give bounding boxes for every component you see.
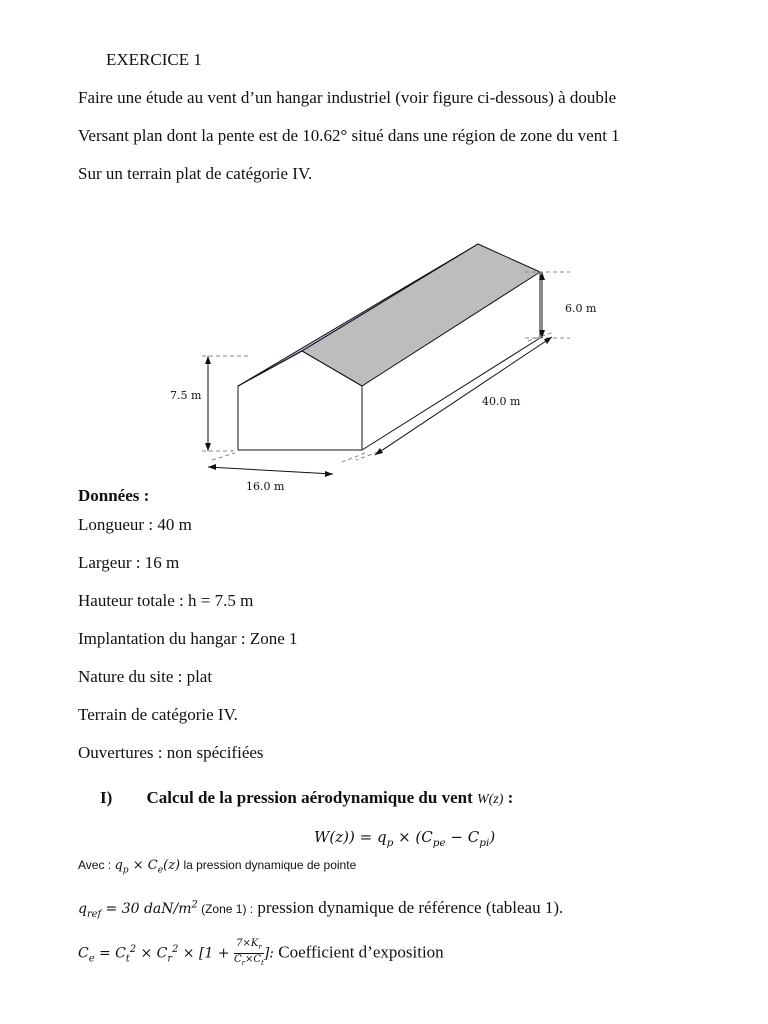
formula-sub: r <box>258 943 262 951</box>
formula-sub: pi <box>479 837 490 849</box>
formula-part: W(z)) = q <box>314 828 387 846</box>
formula-sub: p <box>122 865 129 876</box>
formula-part: ×C <box>244 954 261 965</box>
formula-part: − C <box>445 828 480 846</box>
formula-sub: pe <box>432 837 446 849</box>
formula-sub: p <box>386 837 394 849</box>
formula-part: C <box>233 954 242 965</box>
qref-line <box>78 898 563 920</box>
hangar-figure <box>150 225 620 495</box>
label-height-left: 7.5 m <box>170 389 202 402</box>
avec-prefix: Avec : <box>78 858 115 872</box>
section-number: I) <box>100 788 113 807</box>
formula-sub: e <box>157 865 164 876</box>
formula-sup: 2 <box>172 943 179 955</box>
donnee-longueur: Longueur : 40 m <box>78 515 192 534</box>
qref-zone: (Zone 1) : <box>197 902 254 916</box>
main-formula <box>314 828 495 849</box>
avec-line <box>78 858 356 876</box>
formula-part: ) <box>489 828 496 846</box>
fraction-numerator <box>234 938 264 954</box>
intro-line-2: Versant plan dont la pente est de 10.62° situé dans une région de zone du vent 1 <box>78 126 620 145</box>
formula-part: × C <box>128 858 158 873</box>
donnee-largeur: Largeur : 16 m <box>78 553 180 572</box>
roof-main-plane <box>302 244 540 386</box>
formula-sub: e <box>88 953 95 965</box>
guide-width-left <box>212 453 235 460</box>
formula-sub: t <box>125 953 130 965</box>
arrow <box>205 443 211 451</box>
label-width: 16.0 m <box>246 480 285 493</box>
qref-text: pression dynamique de référence (tableau 1). <box>253 898 564 917</box>
donnee-hauteur: Hauteur totale : h = 7.5 m <box>78 591 254 610</box>
exercise-title: EXERCICE 1 <box>106 50 202 69</box>
arrow <box>544 337 552 344</box>
arrow <box>325 471 333 477</box>
formula-sub: t <box>261 959 264 967</box>
formula-part: C <box>78 945 89 962</box>
guide-length-left <box>356 452 378 460</box>
intro-line-3: Sur un terrain plat de catégorie IV. <box>78 164 313 183</box>
ce-fraction <box>234 938 264 969</box>
section-colon: : <box>507 788 514 807</box>
formula-part: ]: <box>263 945 275 962</box>
formula-part: q <box>78 901 87 917</box>
formula-part: × C <box>136 945 168 962</box>
intro-line-1: Faire une étude au vent d’un hangar industriel (voir figure ci-dessous) à double <box>78 88 617 107</box>
donnee-ouvertures: Ouvertures : non spécifiées <box>78 743 264 762</box>
label-height-right: 6.0 m <box>565 302 597 315</box>
formula-part: 7×K <box>236 938 259 949</box>
ce-text: Coefficient d’exposition <box>274 942 444 962</box>
formula-part: = C <box>94 945 126 962</box>
arrow <box>375 448 383 455</box>
section-title: Calcul de la pression aérodynamique du vent <box>146 788 473 807</box>
ce-line <box>78 938 444 969</box>
formula-sup: 2 <box>129 943 137 955</box>
formula-part: (z) <box>163 858 181 873</box>
donnee-implantation: Implantation du hangar : Zone 1 <box>78 629 298 648</box>
label-length: 40.0 m <box>482 395 521 408</box>
formula-part: = 30 daN/m <box>101 901 192 917</box>
arrow <box>208 464 216 470</box>
donnees-heading: Données : <box>78 486 150 505</box>
formula-part: × (C <box>393 828 433 846</box>
formula-sub: r <box>167 953 173 965</box>
arrow <box>205 356 211 364</box>
formula-part: q <box>114 858 123 873</box>
fraction-denominator <box>234 954 264 969</box>
dim-width <box>208 467 333 474</box>
donnee-terrain: Terrain de catégorie IV. <box>78 705 238 724</box>
donnee-site: Nature du site : plat <box>78 667 213 686</box>
formula-sub: ref <box>86 908 102 920</box>
section-symbol: W(z) <box>476 792 504 807</box>
formula-part: × [1 + <box>178 945 234 962</box>
section-heading <box>100 788 513 808</box>
formula-sup: 2 <box>191 899 198 911</box>
formula-sub: r <box>241 959 245 967</box>
avec-text: la pression dynamique de pointe <box>180 858 357 872</box>
